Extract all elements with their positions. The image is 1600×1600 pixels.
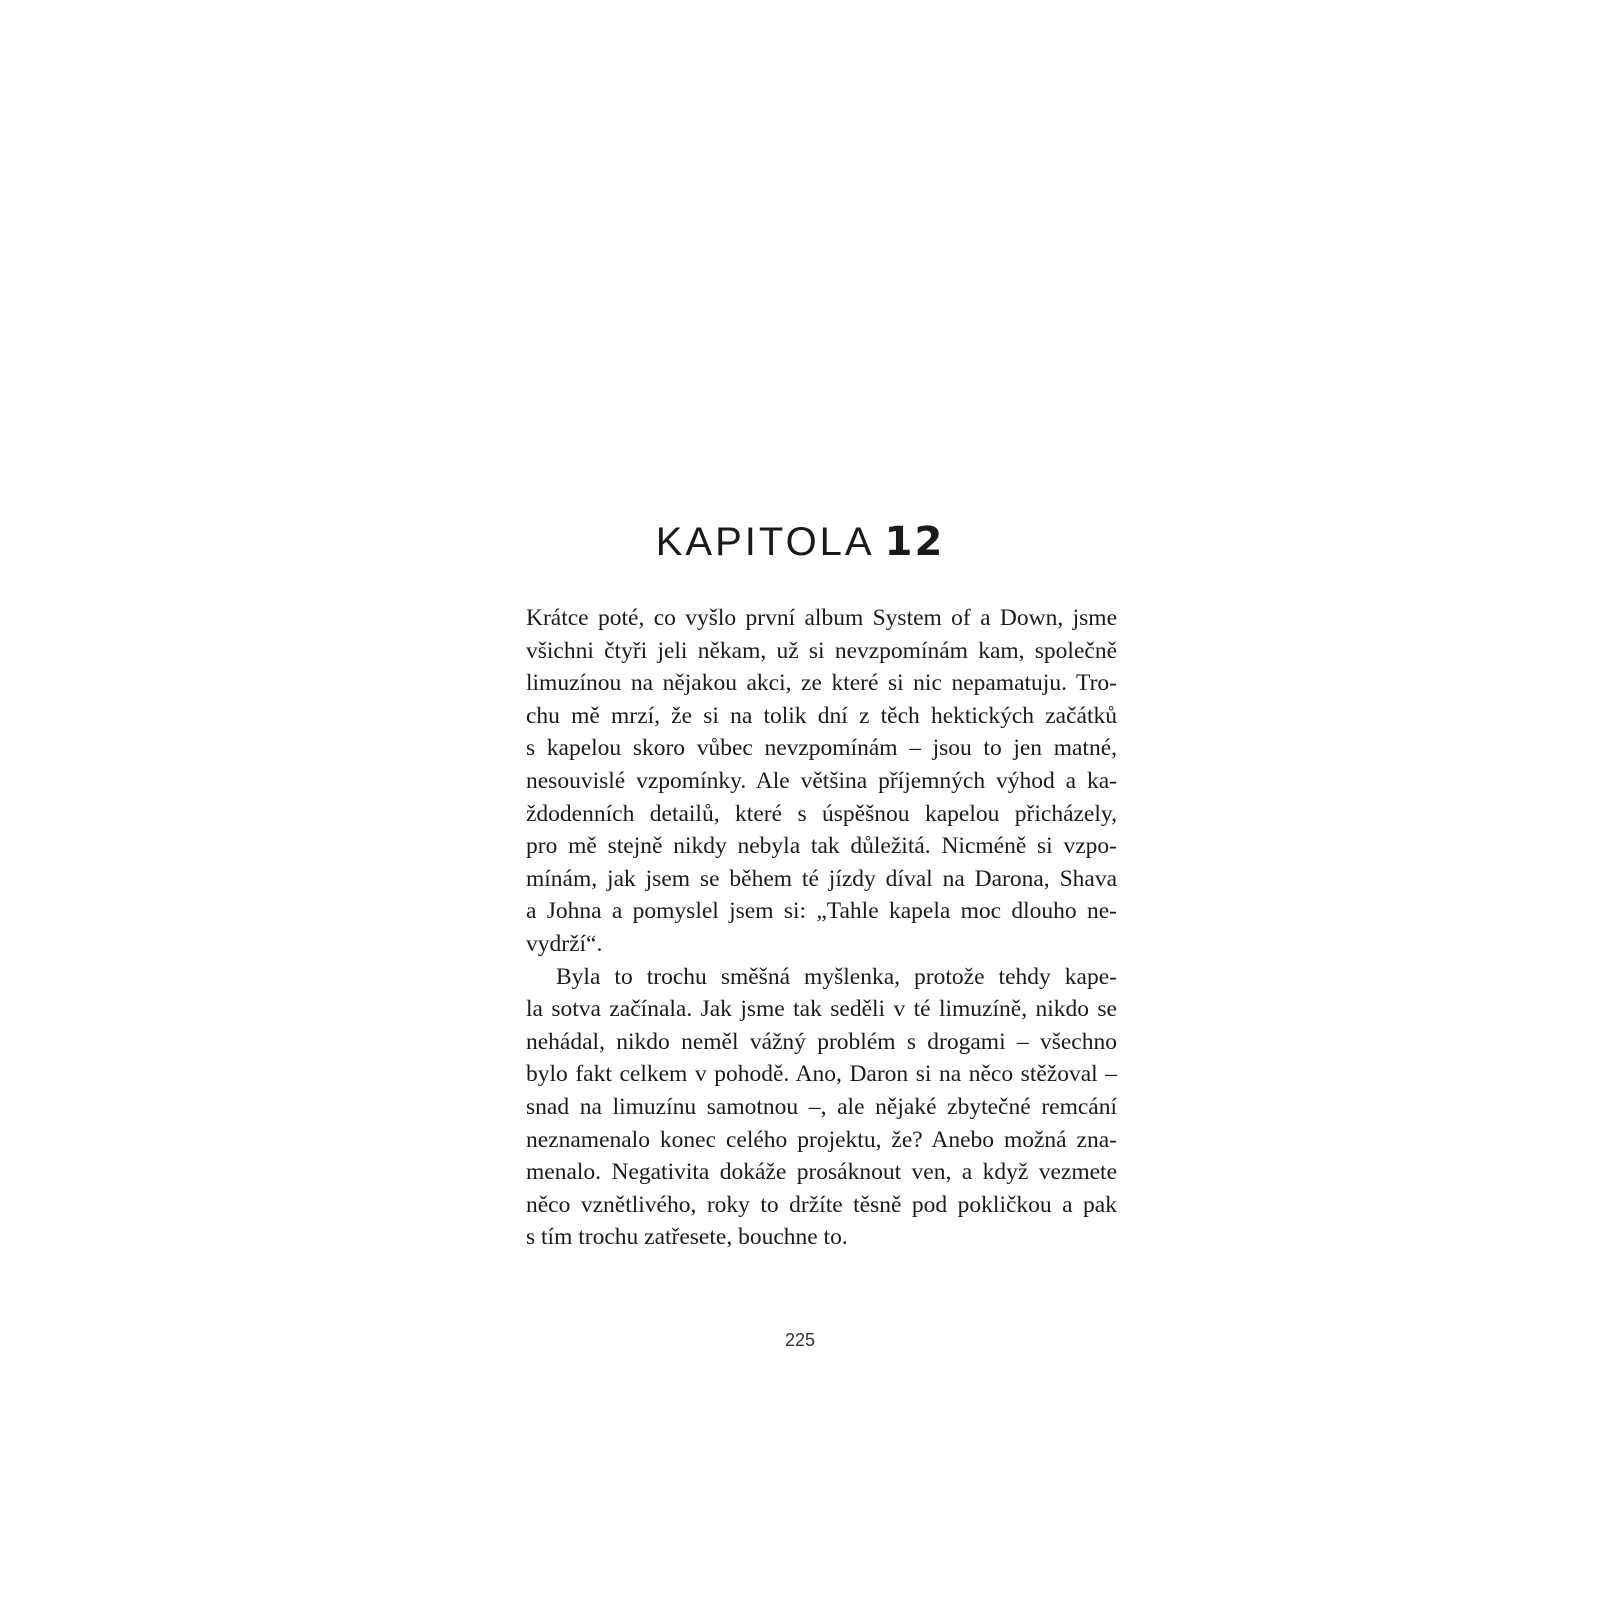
chapter-body-text bbox=[526, 602, 1117, 1254]
text-line: všichni čtyři jeli někam, už si nevzpomínám kam, společně bbox=[526, 637, 1117, 664]
page-number: 225 bbox=[784, 1330, 816, 1350]
text-line: mínám, jak jsem se během té jízdy díval na Darona, Shava bbox=[526, 865, 1117, 892]
text-line: něco vznětlivého, roky to držíte těsně pod pokličkou a pak bbox=[526, 1191, 1117, 1218]
text-line: a Johna a pomyslel jsem si: „Tahle kapela moc dlouho ne- bbox=[526, 898, 1117, 925]
chapter-number: 12 bbox=[884, 519, 945, 565]
chapter-heading bbox=[0, 518, 1600, 566]
text-line: snad na limuzínu samotnou –, ale nějaké zbytečné remcání bbox=[526, 1093, 1117, 1120]
text-line: nesouvislé vzpomínky. Ale většina příjemných výhod a ka- bbox=[526, 767, 1117, 794]
text-line: s kapelou skoro vůbec nevzpomínám – jsou to jen matné, bbox=[526, 735, 1117, 762]
text-line: vydrží“. bbox=[526, 930, 603, 957]
text-line: neznamenalo konec celého projektu, že? Anebo možná zna- bbox=[526, 1126, 1117, 1153]
paragraph bbox=[526, 961, 1117, 1254]
text-line: bylo fakt celkem v pohodě. Ano, Daron si na něco stěžoval – bbox=[526, 1061, 1117, 1088]
text-line: chu mě mrzí, že si na tolik dní z těch hektických začátků bbox=[526, 702, 1117, 729]
text-line: Byla to trochu směšná myšlenka, protože tehdy kape- bbox=[556, 963, 1117, 990]
chapter-label: KAPITOLA bbox=[655, 520, 875, 564]
text-line: ždodenních detailů, které s úspěšnou kapelou přicházely, bbox=[526, 800, 1117, 827]
text-line: la sotva začínala. Jak jsme tak seděli v té limuzíně, nikdo se bbox=[526, 996, 1117, 1023]
text-line: s tím trochu zatřesete, bouchne to. bbox=[526, 1224, 848, 1251]
text-line: Krátce poté, co vyšlo první album System of a Down, jsme bbox=[526, 605, 1117, 631]
text-line: menalo. Negativita dokáže prosáknout ven, a když vezmete bbox=[526, 1159, 1117, 1186]
text-line: pro mě stejně nikdy nebyla tak důležitá. Nicméně si vzpo- bbox=[526, 833, 1117, 860]
text-line: limuzínou na nějakou akci, ze které si nic nepamatuju. Tro- bbox=[526, 670, 1117, 697]
text-line: nehádal, nikdo neměl vážný problém s drogami – všechno bbox=[526, 1028, 1117, 1055]
paragraph bbox=[526, 602, 1117, 961]
